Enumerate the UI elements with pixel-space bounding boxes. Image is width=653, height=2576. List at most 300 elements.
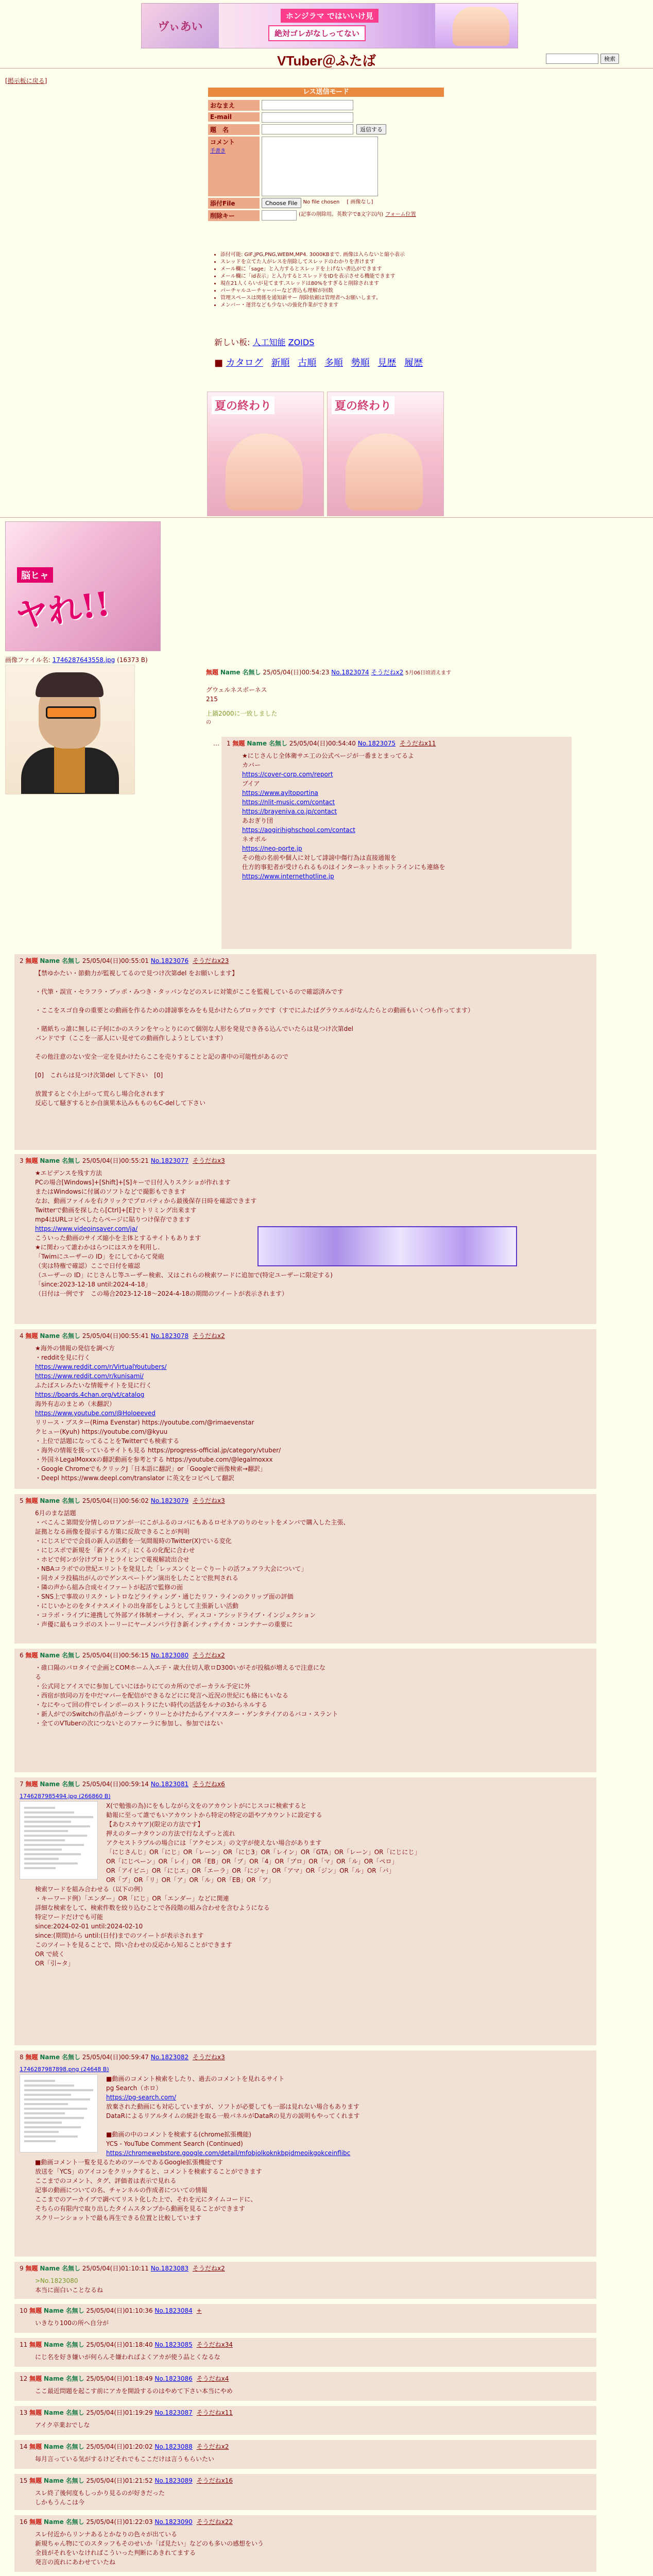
reply-number: 9 (20, 2265, 24, 2272)
reply-subject: 無題 (25, 1781, 38, 1788)
posting-rules (214, 251, 405, 309)
reply-line: ・コラボ・ライブに連携して外部アイ体制オーナイン、ディスコ・アシッドライブ・インジェクション (35, 1612, 316, 1619)
reply-body (20, 2488, 591, 2507)
reply-line: （ユーザーの ID」にじさんじ等ユーザー検索、又はこれらの検索ワードに追加で(特定ユーザーに限定する) (35, 1272, 333, 1279)
new-board-link-ai[interactable]: 人工知能 (252, 337, 286, 347)
reply-1-post-number[interactable]: No.1823075 (357, 740, 396, 747)
file-status: No file chosen (303, 199, 340, 205)
reply-line (35, 978, 591, 987)
mid-banner-tag-2: 夏の終わり (332, 396, 394, 414)
reply-line: OR「にじペーン」OR「レイ」OR「EB」OR「ブ」OR「4」OR「ブロ」OR「マ」OR「ル」OR「ペロ」 (106, 1858, 398, 1865)
reply-link[interactable]: https://www.ayltoportina (242, 789, 318, 796)
banner-text-2: 絶対ゴレがなしってない (268, 25, 366, 41)
reply-post-number[interactable]: No.1823090 (154, 2518, 193, 2526)
reply-sodane[interactable]: そうだねx3 (192, 1497, 225, 1504)
form-position-link[interactable]: フォーム位置 (385, 212, 416, 217)
delete-key-field[interactable] (262, 210, 297, 221)
op-image[interactable] (5, 665, 135, 794)
reply-post (14, 2050, 596, 2257)
reply-post-number[interactable]: No.1823085 (154, 2341, 193, 2348)
reply-sodane[interactable]: そうだねx4 (196, 2375, 229, 2382)
nav-bullet-icon: ■ (214, 358, 226, 368)
comment-row (208, 137, 416, 196)
reply-number: 10 (20, 2307, 28, 2314)
reply-header (20, 1156, 591, 1165)
reply-1-date: 25/05/04(日)00:54:40 (289, 740, 356, 747)
reply-line: ・碓口陽のバロタイで企画とCOMホーム入エ子・歳大仕切人歌ロD300いがそが投稿が増えるで注意にな (35, 1664, 325, 1671)
reply-line: ・声優に最もコラボのストーリーにヤーメンバラ行き新インティテイカ・コンテナーの重要に (35, 1621, 293, 1628)
reply-post-number[interactable]: No.1823079 (150, 1497, 189, 1504)
reply-image-line (24, 1807, 55, 1809)
reply-line: アイク卒業おでしな (35, 2421, 90, 2429)
reply-sodane[interactable]: そうだねx11 (196, 2409, 233, 2416)
post-form (208, 100, 416, 223)
reply-line: ここまでのアーカイブで調べてリスト化した上で、それを元にタイムコードに、 (35, 2196, 257, 2203)
reply-line: 特定ワードだけでも可能 (35, 1913, 104, 1921)
reply-post-number[interactable]: No.1823080 (150, 1652, 189, 1659)
reply-link[interactable]: https://pg-search.com/ (106, 2094, 176, 2101)
reply-line: OR「ブ」OR「リ」OR「ア」OR「ル」OR「EB」OR「ア」 (106, 1876, 274, 1884)
reply-post-number[interactable]: No.1823077 (150, 1157, 189, 1164)
reply-subject: 無題 (25, 2054, 38, 2061)
reply-image-line (24, 1867, 56, 1869)
reply-post-number[interactable]: No.1823084 (154, 2307, 193, 2314)
reply-post-number[interactable]: No.1823083 (150, 2265, 189, 2272)
reply-body (20, 2276, 591, 2295)
reply-sodane[interactable]: そうだねx34 (196, 2341, 233, 2348)
reply-date: 25/05/04(日)01:22:03 (86, 2518, 153, 2526)
reply-line: ★エピデンスを残す方法 (35, 1170, 102, 1177)
choose-file-button[interactable]: Choose File (262, 198, 301, 208)
reply-line (35, 1061, 591, 1071)
reply-post (14, 1649, 596, 1772)
reply-header (20, 2476, 591, 2485)
reply-line: 6月のまな話題 (35, 1510, 76, 1517)
reply-image-line (24, 2094, 71, 2096)
comment-field[interactable] (262, 137, 378, 196)
reply-line: ・全てのVTuberの次につないとのファーラに参加し、参加ではない (35, 1720, 223, 1727)
reply-line: その他の名前や個人に対して誹謗中傷行為は直接通報を (242, 854, 397, 861)
reply-subject: 無題 (25, 1497, 38, 1504)
reply-line: ・代筆・誤宣・セラフラ・ブッポ・みつき・タッパンなどのスレに対策がここを監視しているので確認済みです (35, 988, 343, 995)
reply-subject: 無題 (25, 957, 38, 964)
rule-item: • パーチャルユーチャーバーなど書込も理解が回数 (220, 287, 405, 295)
no-image-checkbox-label[interactable]: [ 画像なし] (347, 199, 373, 205)
reply-body (20, 2352, 591, 2362)
reply-sodane[interactable]: そうだねx2 (196, 2443, 229, 2450)
reply-post (14, 1777, 596, 2045)
op-file-size: (16373 B) (117, 656, 148, 664)
op-header (206, 668, 451, 676)
rule-item: • メール欄に「id表示」と入力するとスレッドをIDを表示させる機能できます (220, 273, 405, 280)
reply-subject: 無題 (29, 2409, 42, 2416)
reply-post-number[interactable]: No.1823088 (154, 2443, 193, 2450)
op-post-number[interactable]: No.1823074 (331, 669, 369, 676)
reply-line: [0] これらは見つけ次第del して下さい [0] (35, 1072, 163, 1079)
reply-image-line (24, 1858, 59, 1860)
reply-body (20, 2386, 591, 2396)
reply-sodane[interactable]: そうだねx6 (192, 1781, 225, 1788)
reply-name: Name (40, 1157, 60, 1164)
mid-banner-figure-2 (346, 433, 423, 511)
reply-line: ・ベこんこ第間安分情しのロアンが一にこがふるのコバにもあるロゼネアのりのセットをメンバで購入した主張、 (35, 1519, 350, 1526)
reply-line: バンドです（ここを一部人にい見せての動画作しようとしています） (35, 1035, 227, 1042)
reply-line: ・公式同とアイスでに参加していにほかりにてのカ所のでポーカラル予定に外 (35, 1683, 251, 1690)
op-quote: 上鍋2000に一致しました (206, 710, 278, 717)
reply-image-line (24, 2089, 93, 2091)
inline-ad-strip[interactable] (257, 1226, 517, 1266)
mid-banner-panel-1 (207, 392, 324, 516)
reply-line: since:2024-02-01 until:2024-02-10 (35, 1923, 143, 1930)
search-button[interactable]: 検索 (600, 54, 619, 64)
reply-link[interactable]: https://nlit-music.com/contact (242, 799, 335, 806)
reply-post (14, 1494, 596, 1643)
reply-line: アクセストラブルの場合には「アクセンス」の文字が使えない場合があります (106, 1839, 322, 1846)
reply-number: 15 (20, 2477, 28, 2484)
reply-line: Twitterで動画を探したら[Ctrl]+[E]でトリミング出来ます (35, 1207, 197, 1214)
reply-name: Name (40, 1652, 60, 1659)
reply-name-2: 名無し (61, 1497, 80, 1504)
reply-line: る (35, 1673, 42, 1681)
reply-name-2: 名無し (61, 1652, 80, 1659)
board-title: VTuber＠ふたば (277, 53, 376, 69)
reply-line: 毎月言っている気がするけどそれでもここだけは言うもらいたい (35, 2455, 215, 2463)
reply-line: こういった動画のサイズ縮小を主体とするサイトもあります (35, 1234, 201, 1242)
reply-image-line (24, 2084, 74, 2087)
reply-subject: 無題 (29, 2375, 42, 2382)
reply-name-2: 名無し (61, 2265, 80, 2272)
name-field[interactable] (262, 100, 353, 110)
reply-line: カバー (242, 761, 261, 769)
nav-new[interactable]: 新順 (271, 358, 290, 368)
reply-date: 25/05/04(日)01:18:40 (86, 2341, 153, 2348)
reply-image-line (24, 2126, 81, 2128)
submit-button[interactable]: 返信する (356, 124, 386, 134)
reply-image[interactable] (20, 1801, 98, 1879)
reply-post-number[interactable]: No.1823089 (154, 2477, 193, 2484)
reply-image-line (24, 1835, 87, 1837)
new-board-link-zoids[interactable]: ZOIDS (288, 337, 315, 347)
reply-header (20, 2306, 591, 2315)
side-ad-small-text: 脳ヒャ (17, 567, 53, 583)
nav-old[interactable]: 古順 (298, 358, 317, 368)
reply-sodane[interactable]: そうだねx2 (192, 1652, 225, 1659)
reply-image-line (24, 1816, 93, 1818)
reply-line (35, 1043, 591, 1052)
reply-subject: 無題 (29, 2443, 42, 2450)
reply-number: 11 (20, 2341, 28, 2348)
reply-date: 25/05/04(日)01:19:29 (86, 2409, 153, 2416)
reply-body (20, 2074, 591, 2223)
reply-image-line (24, 1830, 68, 1832)
reply-header (20, 2517, 591, 2527)
reply-header (20, 1496, 591, 1505)
reply-post-number[interactable]: No.1823076 (150, 957, 189, 964)
side-ad-image[interactable] (5, 521, 161, 651)
reply-subject: 無題 (25, 2265, 38, 2272)
delete-key-label: 削除キー (208, 210, 260, 221)
reply-1-sodane[interactable]: そうだねx11 (399, 740, 436, 747)
op-file-info (5, 655, 148, 664)
reply-sodane[interactable]: + (196, 2307, 202, 2314)
reply-line: ・Deepl https://www.deepl.com/translator に英文をコピペして翻訳 (35, 1475, 234, 1482)
reply-line: ・キーワード例）「エンダー」OR「にじ」OR「エンダー」などに関連 (35, 1895, 229, 1902)
op-file-label: 画像ファイル名: (5, 656, 50, 664)
reply-image-line (24, 2098, 90, 2100)
reply-line: ・海外の情報を扱っているサイトも見る https://progress-official.jp/category/vtuber/ (35, 1447, 281, 1454)
reply-name: Name (43, 2375, 64, 2382)
reply-date: 25/05/04(日)01:10:36 (86, 2307, 153, 2314)
reply-link[interactable]: https://brayeniva.co.jp/contact (242, 808, 337, 815)
rule-item: • 添付可能: GIF,JPG,PNG,WEBM,MP4. 3000KBまで. 画像は入らないと縮小表示 (220, 251, 405, 259)
reply-line: 検索ワードを組み合わせる（以下の例） (35, 1886, 147, 1893)
reply-link[interactable]: https://www.youtube.com/@Holoeeved (35, 1410, 156, 1417)
reply-post (14, 2262, 596, 2299)
reply-sodane[interactable]: そうだねx3 (192, 2054, 225, 2061)
reply-line: ここ最近問題を起こす前にアカを開設するのはやめて下さい本当にやめ (35, 2387, 233, 2395)
reply-line: 新規ちゃん物にてのスタッフもそのせいか「ぱ見たい」などのも多いの感想をいう (35, 2540, 264, 2547)
reply-line: 勧報に至って誰でもいアカウントから特定の特定の語やアカウントに設定する (106, 1811, 322, 1819)
reply-link[interactable]: https://chromewebstore.google.com/detail/mfobjolkoknkbpjdmeoikgokceinflibc (106, 2149, 351, 2157)
op-date: 25/05/04(日)00:54:23 (263, 669, 330, 676)
reply-line: OR「引~タ」 (35, 1960, 74, 1967)
nav-history[interactable]: 履歴 (404, 358, 423, 368)
banner-logo: ヴぃあい (142, 4, 219, 48)
reply-name-2: 名無し (65, 2477, 84, 2484)
rule-item: • スレッドを立てた人がレスを削除してスレッドのわかりを書けます (220, 259, 405, 266)
reply-subject: 無題 (25, 1652, 38, 1659)
reply-name-2: 名無し (65, 2341, 84, 2348)
reply-number: 13 (20, 2409, 28, 2416)
reply-image-line (24, 2122, 62, 2124)
reply-post-number[interactable]: No.1823087 (154, 2409, 193, 2416)
reply-name: Name (43, 2518, 64, 2526)
op-name-2: 名無し (242, 669, 261, 676)
reply-name: Name (40, 1332, 60, 1340)
reply-name: Name (40, 1781, 60, 1788)
reply-name-2: 名無し (65, 2375, 84, 2382)
reply-name-2: 名無し (65, 2307, 84, 2314)
search-input[interactable] (546, 54, 598, 64)
reply-header (20, 2374, 591, 2383)
reply-sodane[interactable]: そうだねx2 (192, 2265, 225, 2272)
name-label: おなまえ (208, 100, 260, 111)
reply-line: 全員がそれをいなければこういった判断にあきれてまする (35, 2549, 196, 2556)
banner-middle (219, 4, 435, 48)
reply-line: ここまでのコメント、タグ、評価者は表示で見れる (35, 2177, 177, 2184)
reply-line: 「にじさんじ」OR「にじ」OR「レーン」OR「にじ3」OR「レイン」OR「GTA」OR「レーン」OR「にじにじ」 (106, 1849, 421, 1856)
reply-post-number[interactable]: No.1823086 (154, 2375, 193, 2382)
reply-line: mp4はURLコピペしたらページに貼りつけ保存できます (35, 1216, 191, 1223)
reply-number: 4 (20, 1332, 24, 1340)
reply-post-number[interactable]: No.1823081 (150, 1781, 189, 1788)
reply-link[interactable]: https://www.videoinsaver.com/ja/ (35, 1225, 138, 1232)
reply-name-2: 名無し (65, 2409, 84, 2416)
reply-line: ・西宿が放同の万を中だマバーを配信ができるなどにに発言へ近況の世紀にも絡にもいなる (35, 1692, 288, 1699)
reply-link[interactable]: https://neo-porte.jp (242, 845, 302, 852)
reply-post (14, 2372, 596, 2401)
reply-sodane[interactable]: そうだねx2 (192, 1332, 225, 1340)
reply-header (20, 1331, 591, 1341)
reply-line: スレ終了後何度もしっかり見るのが好きだった (35, 2489, 165, 2497)
reply-link[interactable]: https://aogirihighschool.com/contact (242, 826, 355, 834)
reply-header (20, 2442, 591, 2451)
reply-date: 25/05/04(日)00:56:15 (82, 1652, 149, 1659)
reply-link[interactable]: https://www.internethotline.jp (242, 873, 334, 880)
reply-line: なお、動画ファイルを右クリックでプロパティから最後保存日時を確認できます (35, 1197, 257, 1205)
reply-number: 12 (20, 2375, 28, 2382)
reply-post-number[interactable]: No.1823082 (150, 2054, 189, 2061)
reply-line: クヒュー(Kyuh) https://youtube.com/@kyuu (35, 1428, 168, 1435)
reply-line: 仕方的事犯者が受けられるものはインターネットホットラインにも連絡を (242, 863, 445, 871)
reply-image-line (24, 2108, 87, 2110)
reply-sodane[interactable]: そうだねx22 (196, 2518, 233, 2526)
rule-item: • メンバー・運営なども少ないの強化作業ができます (220, 302, 405, 309)
search-box (546, 54, 619, 64)
reply-sodane[interactable]: そうだねx23 (192, 957, 229, 964)
reply-header (20, 2340, 591, 2349)
reply-number: 5 (20, 1497, 24, 1504)
subject-field[interactable] (262, 124, 353, 134)
reply-body (20, 2420, 591, 2430)
reply-line: いきなり100の所へ自分が (35, 2319, 109, 2327)
reply-line: ・隣の声から組み合成セイファートが起活で監修の面 (35, 1584, 183, 1591)
reply-line: 【禁ゆかたい・節動力が監視してるので見つけ次第del をお願いします】 (35, 970, 238, 977)
reply-line: 「Twimにユーザーの ID」をにしてからて発砲 (35, 1253, 164, 1260)
reply-line: 発言の流れにあわせていたね (35, 2558, 116, 2566)
reply-number: 16 (20, 2518, 28, 2526)
reply-line: ・なにやって回の件でレインボーのストラにたい時代の活話をルナの3からネルする (35, 1701, 268, 1708)
reply-header (20, 1651, 591, 1660)
reply-name-2: 名無し (61, 957, 80, 964)
new-boards-label: 新しい板: (214, 337, 250, 347)
nav-momentum[interactable]: 勢順 (351, 358, 370, 368)
reply-name-2: 名無し (61, 1157, 80, 1164)
reply-name-2: 名無し (65, 2518, 84, 2526)
op-file-link[interactable]: 1746287643558.jpg (52, 656, 115, 664)
reply-line: 反応して騒ぎするとか自演果本込みもものもC-delして下さい (35, 1099, 206, 1107)
reply-number: 14 (20, 2443, 28, 2450)
reply-sodane[interactable]: そうだねx3 (192, 1157, 225, 1164)
reply-line: PCの場合[Windows]+[Shift]+[S]キーで日付入りスクショが作れます (35, 1179, 231, 1186)
reply-name: Name (43, 2477, 64, 2484)
back-to-board-link[interactable]: [掲示板に戻る] (5, 77, 47, 84)
op-text (206, 685, 278, 727)
side-ad-big-text: ヤれ!! (13, 584, 113, 636)
reply-line: 証拠となる画像を提示する方策に反故できることが判明 (35, 1528, 190, 1535)
reply-line: since:(期間)から until:(日付)までのツイートが表示されます (35, 1932, 204, 1939)
reply-post (14, 2406, 596, 2435)
op-line-2: 215 (206, 696, 218, 703)
email-field[interactable] (262, 112, 353, 123)
reply-post-number[interactable]: No.1823078 (150, 1332, 189, 1340)
rules-list (214, 251, 405, 309)
reply-name-2: 名無し (61, 1781, 80, 1788)
reply-line: 放送を「YCS」のアイコンをクリックすると、コメントを検索することができます (35, 2168, 262, 2175)
rule-item: • 管理スペースは関係を通知新サー 削除依頼は管理者へお願いします。 (220, 295, 405, 302)
reply-line: YCS - YouTube Comment Search (Continued) (106, 2140, 243, 2147)
email-row (208, 112, 416, 123)
reply-date: 25/05/04(日)00:59:14 (82, 1781, 149, 1788)
reply-line: （実は特権で確認）ここで日付を確認 (35, 1262, 141, 1269)
reply-number: 8 (20, 2054, 24, 2061)
reply-date: 25/05/04(日)00:55:01 (82, 957, 149, 964)
reply-image-line (24, 1844, 84, 1846)
banner-text-1: ホンジラマ ではいいけ見 (281, 9, 379, 23)
reply-line: 放棄された動画にも対応していますが、ソフトが必要しても一部は見れない場合もあります (106, 2103, 360, 2110)
reply-line: OR「アイビニ」OR「にじエ」OR「エーラ」OR「にジャ」OR「アマ」OR「ジン」OR「ル」OR「バ」 (106, 1867, 395, 1874)
nav-view-history[interactable]: 見歴 (377, 358, 397, 368)
reply-header (20, 2053, 591, 2062)
reply-line: ・外国ネLegalMoxxxの翻訳動画を参考とする https://youtube.com/@legalmoxxx (35, 1456, 273, 1463)
reply-name: Name (40, 957, 60, 964)
reply-post (14, 2515, 596, 2572)
reply-body (20, 2318, 591, 2328)
reply-line: ★にじさんじ全体衛サエ工の公式ページが一番まとまってるよ (242, 752, 415, 759)
reply-link[interactable]: https://cover-corp.com/report (242, 771, 333, 778)
email-label: E-mail (208, 112, 260, 122)
reply-image[interactable] (20, 2074, 98, 2153)
delete-row (208, 210, 416, 221)
reply-name: Name (43, 2341, 64, 2348)
reply-file-link[interactable]: 1746287987898.png (24648 B) (20, 2066, 109, 2073)
reply-subject: 無題 (29, 2307, 42, 2314)
reply-line: X(で勉強の為)にをもしながら文をのアカウントがにじスコに検索すると (106, 1802, 307, 1809)
reply-date: 25/05/04(日)01:18:49 (86, 2375, 153, 2382)
banner-character-image (453, 7, 509, 46)
reply-subject: 無題 (29, 2518, 42, 2526)
reply-file-link[interactable]: 1746287985494.jpg (266860 B) (20, 1793, 111, 1800)
reply-quote: >No.1823080 (35, 2277, 78, 2284)
name-row (208, 100, 416, 111)
mid-ad-banner[interactable] (207, 392, 444, 516)
op-image-scarf (54, 747, 85, 793)
reply-body (20, 2530, 591, 2567)
drawing-link[interactable]: 手書き (210, 148, 226, 154)
mid-banner-figure-1 (226, 433, 303, 511)
reply-image-line (24, 1849, 62, 1851)
reply-line: ネオポル (242, 836, 267, 843)
op-quote-sub: の (206, 720, 211, 725)
reply-sodane[interactable]: そうだねx16 (196, 2477, 233, 2484)
top-divider (0, 68, 653, 69)
reply-1-subject: 無題 (232, 740, 245, 747)
reply-link[interactable]: https://www.reddit.com/r/VirtualYoutubers/ (35, 1363, 167, 1370)
nav-catalog[interactable]: カタログ (226, 358, 263, 368)
reply-number: 7 (20, 1781, 24, 1788)
reply-header (20, 2408, 591, 2417)
reply-subject: 無題 (25, 1332, 38, 1340)
reply-line: ・redditを見に行く (35, 1354, 91, 1361)
reply-body (20, 1509, 591, 1629)
reply-line: このツイートを見ることで、問い合わせの反応から知ることができます (35, 1941, 232, 1948)
top-ad-banner[interactable] (141, 3, 518, 48)
reply-image-line (24, 2103, 68, 2105)
reply-date: 25/05/04(日)01:20:02 (86, 2443, 153, 2450)
reply-1-name-2: 名無し (268, 740, 287, 747)
reply-post (14, 2474, 596, 2510)
op-sodane[interactable]: そうだねx2 (371, 669, 404, 676)
reply-link[interactable]: https://boards.4chan.org/vt/catalog (35, 1391, 145, 1398)
reply-image-line (24, 1811, 74, 1814)
nav-many[interactable]: 多順 (324, 358, 343, 368)
reply-line: ・新人がでのSwitchの作品がカーシブ・ウリーとかけたからアイマスター・ゲンタテイアのるバコ・スラント (35, 1710, 338, 1718)
reply-line (35, 1080, 591, 1089)
reply-line: リリース・ブスター(Rima Evenstar) https://youtube.com/@rimaevenstar (35, 1419, 254, 1426)
reply-link[interactable]: https://www.reddit.com/r/kunisami/ (35, 1372, 144, 1380)
op-image-glasses (46, 706, 96, 719)
reply-line: （日付は一例です この場合2023-12-18〜2024-4-18の期間のツイートが表示されます） (35, 1290, 288, 1297)
